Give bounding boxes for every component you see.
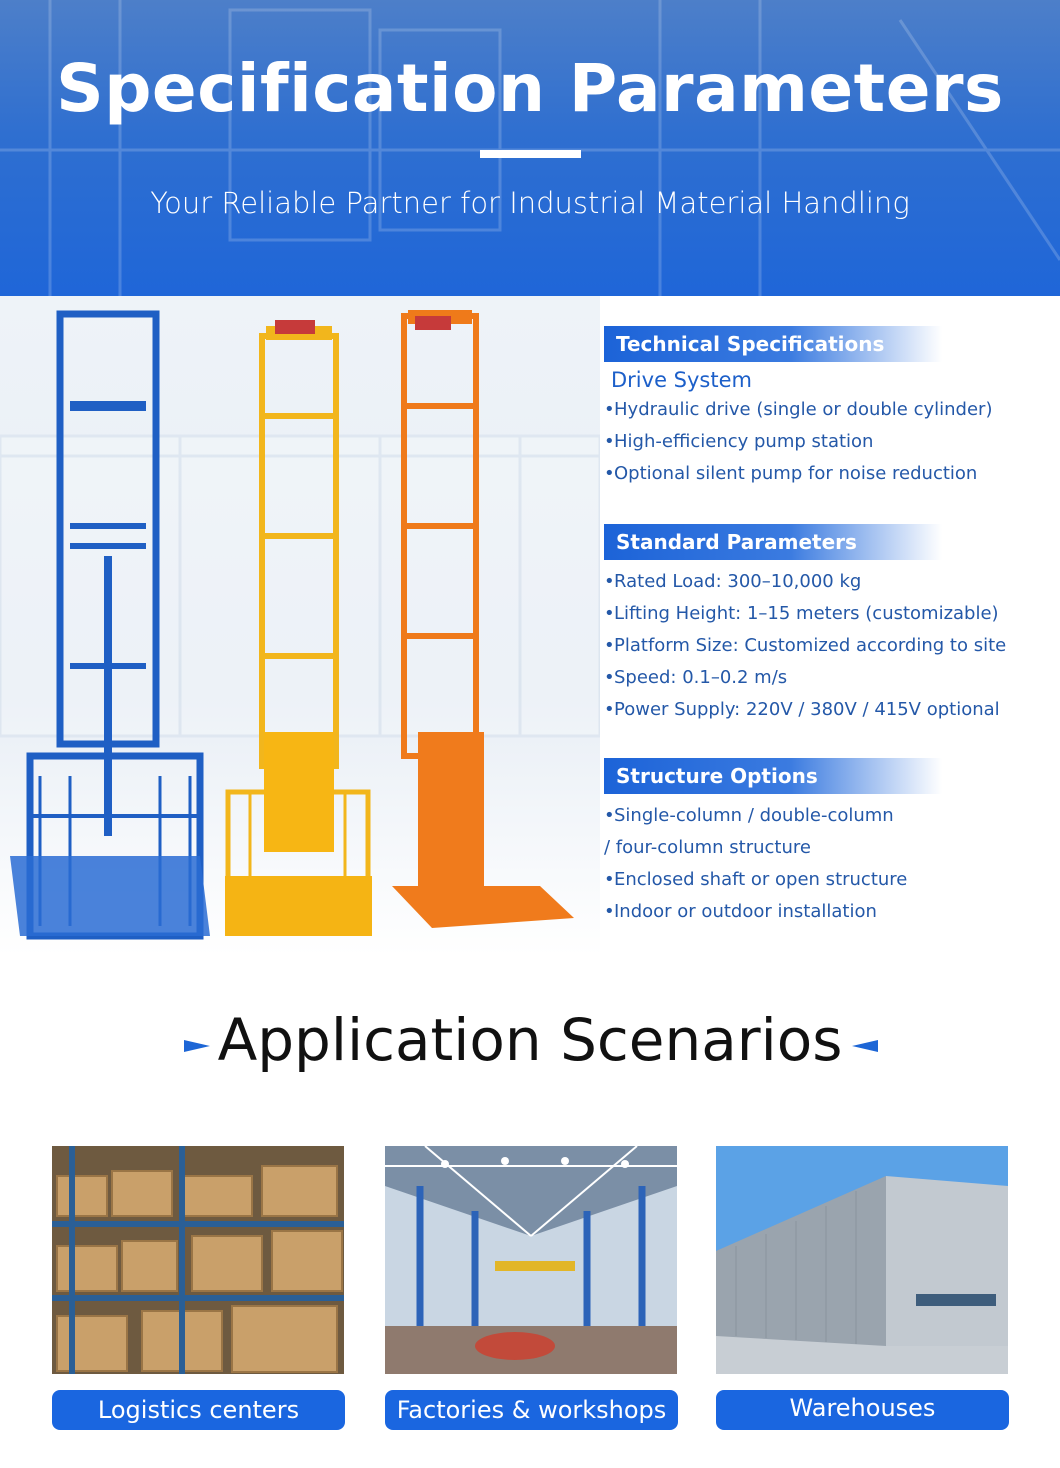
lift-illustration [0, 296, 600, 956]
factory-image [385, 1146, 677, 1374]
factory-illustration [385, 1146, 677, 1374]
list-item: / four-column structure [604, 837, 811, 858]
structure-options-list [604, 800, 1044, 928]
list-item: •Hydraulic drive (single or double cylinder) [604, 399, 993, 420]
list-item: •Power Supply: 220V / 380V / 415V optional [604, 699, 1000, 720]
list-item: •Single-column / double-column [604, 805, 894, 826]
applications-title-wrap [0, 1006, 1060, 1074]
list-item: •Platform Size: Customized according to site [604, 635, 1007, 656]
logistics-label: Logistics centers [52, 1390, 345, 1430]
list-item: •High-efficiency pump station [604, 431, 874, 452]
list-item: •Indoor or outdoor installation [604, 901, 877, 922]
list-item: •Optional silent pump for noise reduction [604, 463, 978, 484]
standard-params-list [604, 566, 1044, 726]
warehouses-label: Warehouses [716, 1390, 1009, 1430]
logistics-illustration [52, 1146, 344, 1374]
product-image [0, 296, 600, 956]
page-title: Specification Parameters [56, 50, 1004, 127]
spec-panel [604, 326, 1044, 928]
warehouse-illustration [716, 1146, 1008, 1374]
background-building-pattern [0, 0, 1060, 296]
structure-options-heading: Structure Options [604, 758, 942, 794]
list-item: •Rated Load: 300–10,000 kg [604, 571, 862, 592]
applications-title: Application Scenarios [217, 1006, 843, 1074]
logistics-image [52, 1146, 344, 1374]
title-divider [480, 150, 581, 158]
page-subtitle: Your Reliable Partner for Industrial Material Handling [150, 186, 910, 220]
header-banner [0, 0, 1060, 296]
list-item: •Lifting Height: 1–15 meters (customizable) [604, 603, 999, 624]
right-arrow-icon [852, 1040, 878, 1052]
warehouse-image [716, 1146, 1008, 1374]
factories-label: Factories & workshops [385, 1390, 678, 1430]
list-item: •Enclosed shaft or open structure [604, 869, 908, 890]
technical-specs-heading: Technical Specifications [604, 326, 942, 362]
list-item: •Speed: 0.1–0.2 m/s [604, 667, 788, 688]
standard-params-heading: Standard Parameters [604, 524, 942, 560]
drive-system-subheading: Drive System [611, 368, 752, 392]
drive-system-list [604, 394, 1044, 490]
